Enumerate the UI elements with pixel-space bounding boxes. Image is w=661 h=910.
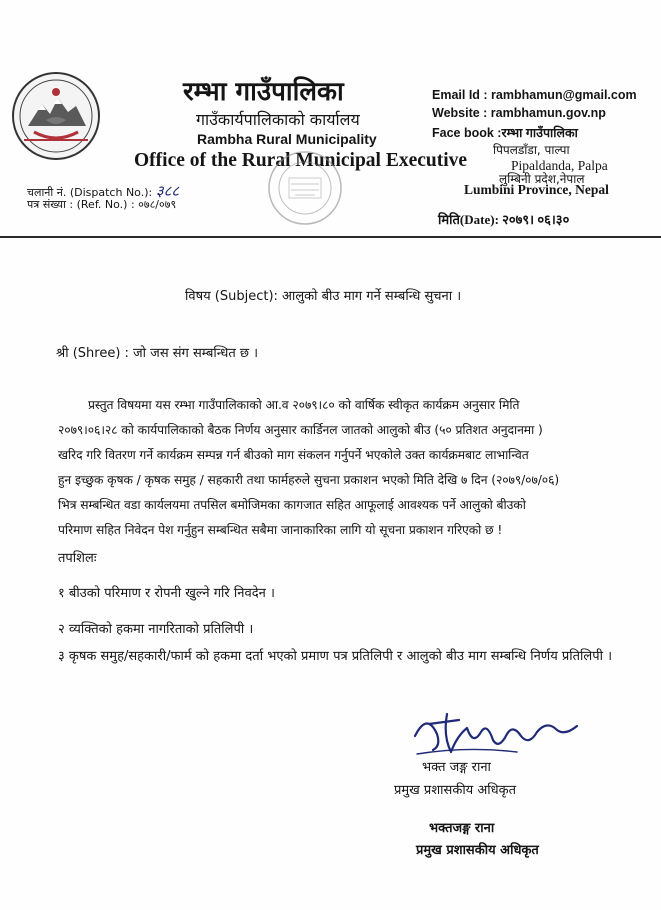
office-name-en: Rambha Rural Municipality <box>197 131 377 147</box>
letter-body <box>58 393 633 543</box>
contact-email: Email Id : rambhamun@gmail.com <box>432 88 637 102</box>
body-line: २०७९।०६।२८ को कार्यपालिकाको बैठक निर्णय अनुसार कार्डिनल जातको आलुको बीउ (५० प्रतिशत अनुदानमा ) <box>58 423 543 437</box>
dispatch-label: चलानी नं. (Dispatch No.): <box>27 186 153 199</box>
dispatch-value: ३८८ <box>155 182 180 200</box>
office-seal-stamp <box>265 148 345 228</box>
signatory-stamp-title: प्रमुख प्रशासकीय अधिकृत <box>416 843 539 858</box>
body-line: परिमाण सहित निवेदन पेश गर्नुहुन सम्बन्धित सबैमा जानाकारिका लागि यो सूचना प्रकाशन गरिएको छ ! <box>58 523 503 537</box>
office-subtitle-np: गाउँकार्यपालिकाको कार्यालय <box>196 110 360 129</box>
contact-website: Website : rambhamun.gov.np <box>432 106 606 120</box>
letter-date: मिति(Date): २०७९। ०६।३० <box>438 212 570 227</box>
body-line: खरिद गरि वितरण गर्ने कार्यक्रम सम्पन्न गर्न बीउको माग संकलन गर्नुपर्ने भएकोले उक्त कार्यक्रमबाट लाभान्वित <box>58 448 529 462</box>
letter-subject: विषय (Subject): आलुको बीउ माग गर्ने सम्बन्धि सुचना । <box>185 289 462 304</box>
contact-facebook: Face book :रम्भा गाउँपालिका <box>432 126 578 140</box>
signatory-stamp-name: भक्तजङ्ग राना <box>429 821 495 836</box>
body-line: प्रस्तुत विषयमा यस रम्भा गाउँपालिकाको आ.व २०७९।८० को वार्षिक स्वीकृत कार्यक्रम अनुसार मिति <box>88 398 520 412</box>
body-line: भित्र सम्बन्धित वडा कार्यलयमा तपसिल बमोजिमका कागजात सहित आफूलाई आवश्यक पर्ने आलुको बीउको <box>58 498 526 512</box>
contact-province-np: लुम्बिनी प्रदेश,नेपाल <box>499 172 585 186</box>
government-emblem-icon <box>10 70 102 162</box>
contact-address-en: Pipaldanda, Palpa <box>511 158 608 173</box>
letter-recipient: श्री (Shree) : जो जस संग सम्बन्धित छ । <box>56 346 259 361</box>
detail-item: ३ कृषक समुह/सहकारी/फार्म को हकमा दर्ता भएको प्रमाण पत्र प्रतिलिपी र आलुको बीउ माग सम्बन्धि निर्णय प्रतिलिपी । <box>58 649 613 664</box>
header-divider <box>0 236 661 238</box>
office-name-np: रम्भा गाउँपालिका <box>183 77 344 107</box>
body-line: हुन इच्छुक कृषक / कृषक समुह / सहकारी तथा फार्महरुले सुचना प्रकाशन भएको मिति देखि ७ दिन (२०७९/०७/०६) <box>58 473 560 487</box>
contact-province-en: Lumbini Province, Nepal <box>464 182 609 197</box>
signatory-name: भक्त जङ्ग राना <box>422 760 491 775</box>
contact-address-np: पिपलडाँडा, पाल्पा <box>493 143 570 157</box>
reference-number: पत्र संख्या : (Ref. No.) : ०७८/०७९ <box>27 198 177 211</box>
signatory-title: प्रमुख प्रशासकीय अधिकृत <box>394 783 517 798</box>
office-subtitle-en: Office of the Rural Municipal Executive <box>134 150 468 171</box>
details-heading: तपशिलः <box>58 551 97 566</box>
detail-item: १ बीउको परिमाण र रोपनी खुल्ने गरि निवदेन । <box>58 586 275 601</box>
signature-image <box>407 706 582 762</box>
detail-item: २ व्यक्तिको हकमा नागरिताको प्रतिलिपी । <box>58 622 254 637</box>
